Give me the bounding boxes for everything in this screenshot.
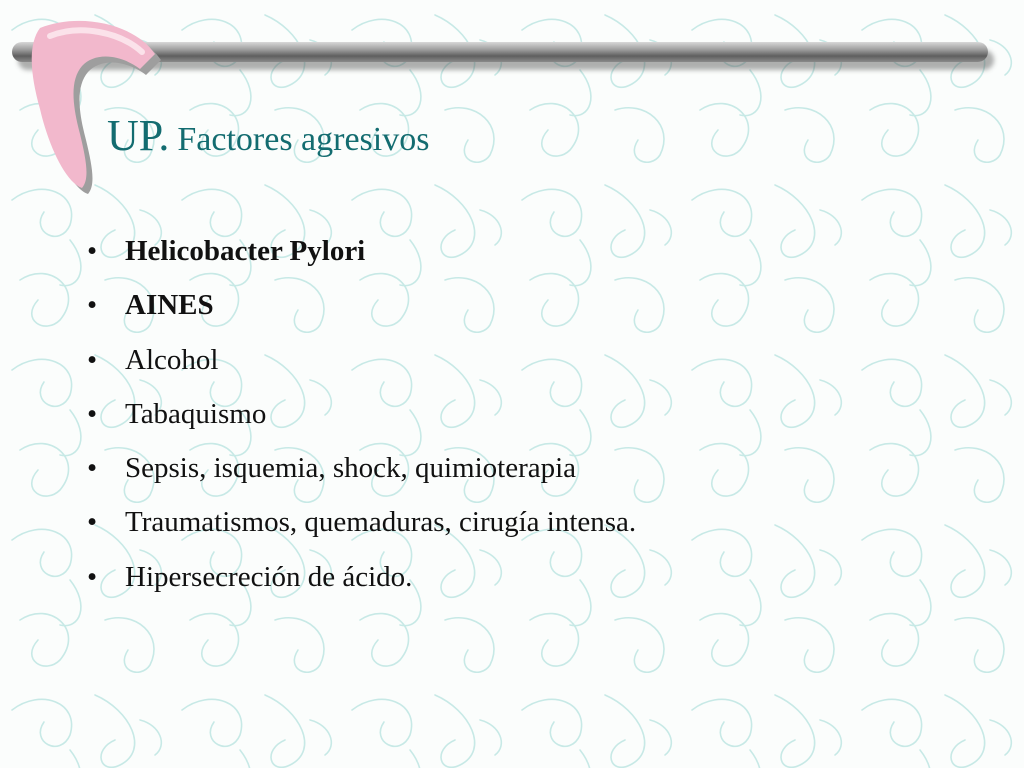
list-item bbox=[87, 389, 987, 443]
list-item-text: AINES bbox=[125, 289, 214, 322]
list-item-text: Alcohol bbox=[125, 343, 219, 376]
list-item-text: Traumatismos, quemaduras, cirugía intensa. bbox=[125, 506, 637, 539]
bullet-dot: • bbox=[87, 235, 98, 267]
list-item-text: Hipersecreción de ácido. bbox=[125, 560, 413, 593]
list-item-text: Helicobacter Pylori bbox=[125, 235, 366, 267]
list-item bbox=[87, 497, 987, 551]
list-item-text: Tabaquismo bbox=[125, 397, 267, 430]
bullet-dot: • bbox=[87, 289, 98, 322]
bullet-dot: • bbox=[87, 397, 98, 430]
slide-title bbox=[107, 110, 429, 161]
list-item bbox=[87, 443, 987, 497]
bullet-dot: • bbox=[87, 506, 98, 539]
bullet-dot: • bbox=[87, 560, 98, 593]
list-item-text: Sepsis, isquemia, shock, quimioterapia bbox=[125, 452, 577, 485]
slide-title-sub: Factores agresivos bbox=[177, 121, 430, 158]
list-item bbox=[87, 280, 987, 334]
slide-title-main: UP. bbox=[107, 111, 170, 160]
bullet-dot: • bbox=[87, 452, 98, 485]
bullet-list bbox=[87, 226, 987, 606]
boomerang-logo bbox=[20, 14, 165, 194]
list-item bbox=[87, 552, 987, 606]
list-item bbox=[87, 226, 987, 280]
bullet-dot: • bbox=[87, 343, 98, 376]
list-item bbox=[87, 335, 987, 389]
